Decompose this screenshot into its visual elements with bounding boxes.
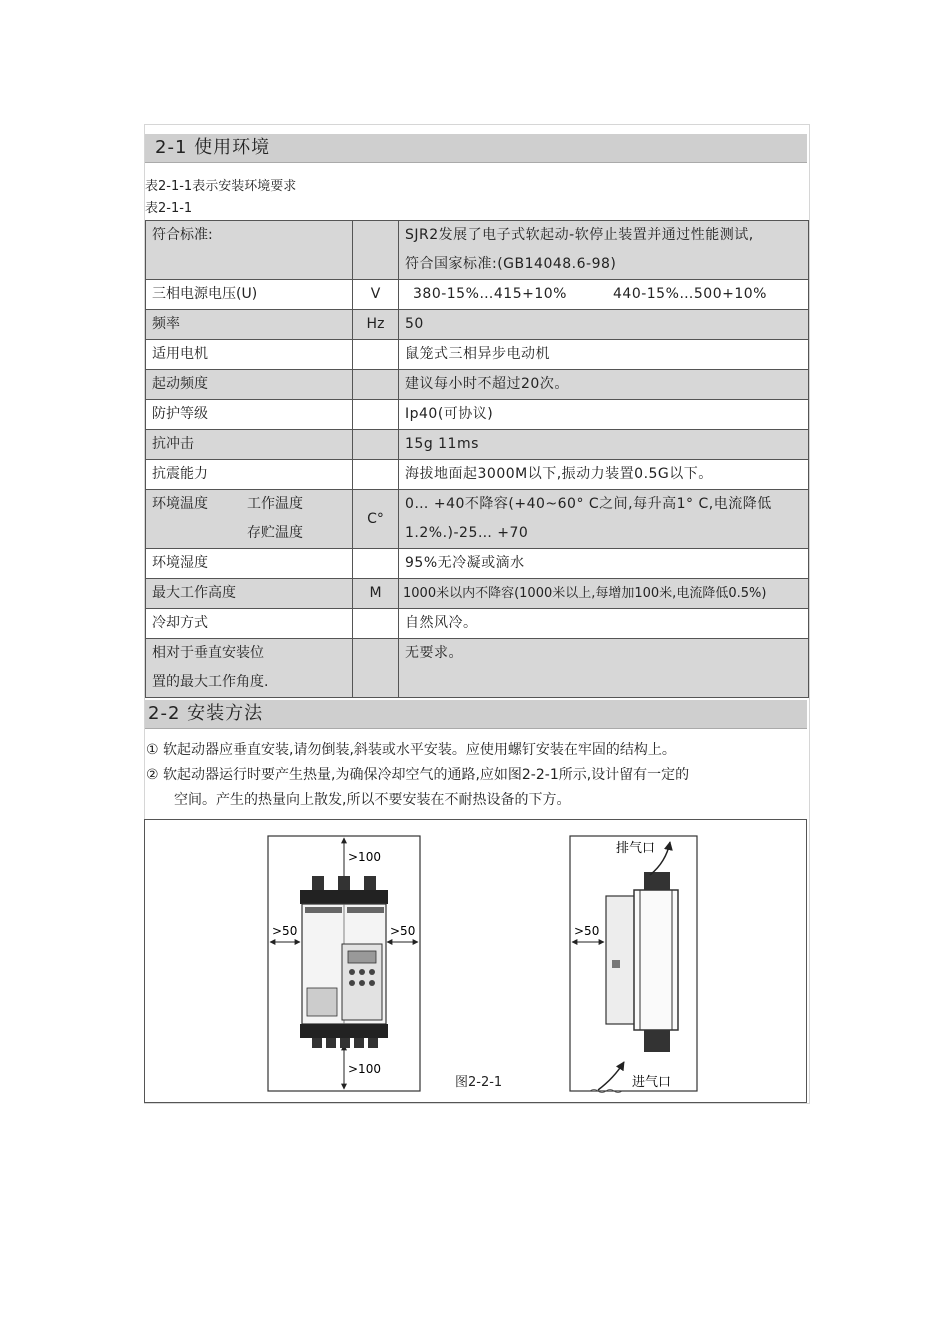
voltage-range-b: 440-15%…500+10%	[613, 286, 767, 302]
figure-caption: 图2-2-1	[455, 1075, 503, 1090]
table-intro: 表2-1-1表示安装环境要求	[145, 179, 297, 194]
row-value: 50	[399, 310, 809, 340]
row-value: 无要求。	[399, 639, 809, 698]
value-line: SJR2发展了电子式软起动-软停止装置并通过性能测试,	[405, 227, 754, 243]
row-unit: V	[353, 280, 399, 310]
section-title-environment: 2-1 使用环境	[145, 134, 807, 163]
row-value: 建议每小时不超过20次。	[399, 370, 809, 400]
row-value: 海拔地面起3000M以下,振动力装置0.5G以下。	[399, 460, 809, 490]
top-gap-label: >100	[348, 850, 381, 864]
row-value: 95%无冷凝或滴水	[399, 549, 809, 579]
row-label: 起动频度	[146, 370, 353, 400]
intake-arrow-icon	[598, 1062, 624, 1090]
row-value: 鼠笼式三相异步电动机	[399, 340, 809, 370]
row-label: 抗冲击	[146, 430, 353, 460]
intake-label: 进气口	[632, 1075, 672, 1090]
row-value: 自然风冷。	[399, 609, 809, 639]
temperature-label: 环境温度	[152, 496, 208, 512]
label-line: 置的最大工作角度.	[152, 674, 269, 690]
note-2: ② 软起动器运行时要产生热量,为确保冷却空气的通路,应如图2-2-1所示,设计留有一定的	[146, 767, 690, 783]
value-line: 0… +40不降容(+40~60° C之间,每升高1° C,电流降低	[405, 496, 772, 512]
table-number: 表2-1-1	[145, 201, 193, 216]
row-value: 15g 11ms	[399, 430, 809, 460]
row-label: 适用电机	[146, 340, 353, 370]
bottom-gap-label: >100	[348, 1062, 381, 1076]
note-2-continued: 空间。产生的热量向上散发,所以不要安装在不耐热设备的下方。	[174, 792, 571, 808]
row-label: 频率	[146, 310, 353, 340]
row-unit: Hz	[353, 310, 399, 340]
row-label: 符合标准:	[146, 221, 353, 280]
voltage-range-a: 380-15%…415+10%	[413, 286, 567, 302]
row-label: 抗震能力	[146, 460, 353, 490]
value-line: 1.2%.)-25… +70	[405, 525, 529, 541]
section-title-installation: 2-2 安装方法	[145, 700, 807, 729]
exhaust-label: 排气口	[616, 841, 656, 856]
soft-starter-front-icon	[300, 876, 388, 1048]
left-gap-label: >50	[272, 924, 298, 938]
value-line: 符合国家标准:(GB14048.6-98)	[405, 256, 617, 272]
label-line: 相对于垂直安装位	[152, 645, 264, 661]
row-unit: M	[353, 579, 399, 609]
row-label: 最大工作高度	[146, 579, 353, 609]
row-value: Ip40(可协议)	[399, 400, 809, 430]
side-gap-label: >50	[574, 924, 600, 938]
row-value: 1000米以内不降容(1000米以上,每增加100米,电流降低0.5%)	[399, 579, 809, 609]
right-gap-label: >50	[390, 924, 416, 938]
row-unit: C°	[353, 490, 399, 549]
row-label: 环境湿度	[146, 549, 353, 579]
row-label: 三相电源电压(U)	[146, 280, 353, 310]
working-temp-label: 工作温度	[247, 496, 303, 512]
storage-temp-label: 存贮温度	[247, 525, 303, 541]
soft-starter-side-icon	[606, 872, 678, 1052]
note-1: ① 软起动器应垂直安装,请勿倒装,斜装或水平安装。应使用螺钉安装在牢固的结构上。	[146, 742, 676, 758]
row-label: 防护等级	[146, 400, 353, 430]
row-label: 冷却方式	[146, 609, 353, 639]
